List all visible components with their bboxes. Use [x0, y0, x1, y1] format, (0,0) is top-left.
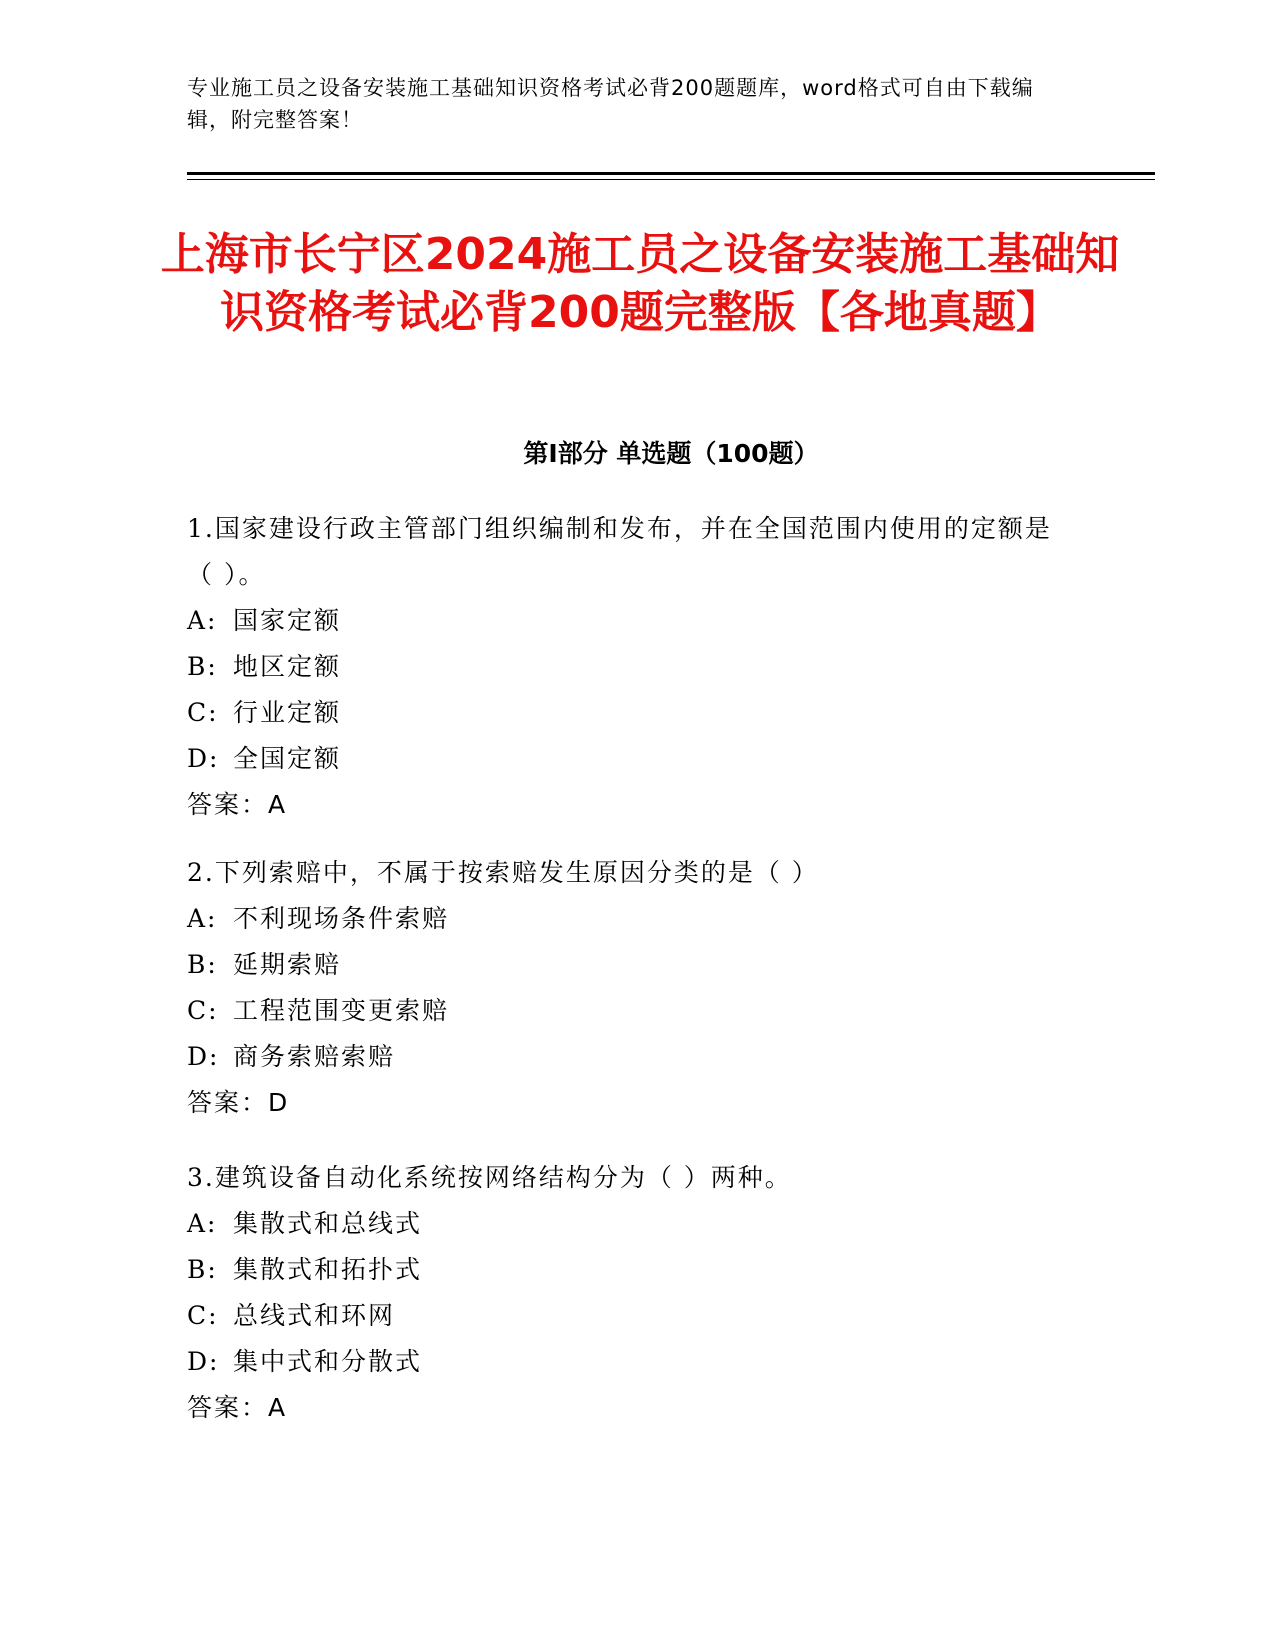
option-key: C:: [187, 698, 219, 727]
option-key: A:: [187, 606, 218, 635]
option-text: 行业定额: [233, 698, 342, 727]
question-stem: 2.下列索赔中，不属于按索赔发生原因分类的是（ ）: [187, 858, 819, 887]
option-d: [187, 736, 1067, 782]
option-text: 商务索赔索赔: [233, 1042, 396, 1071]
option-key: B:: [187, 950, 218, 979]
option-c: [187, 1293, 1067, 1339]
question-stem: 3.建筑设备自动化系统按网络结构分为（ ）两种。: [187, 1163, 792, 1192]
option-key: C:: [187, 996, 219, 1025]
question-3: [187, 1155, 1067, 1431]
option-key: A:: [187, 904, 218, 933]
option-a: [187, 896, 1067, 942]
option-d: [187, 1034, 1067, 1080]
option-key: D:: [187, 744, 220, 773]
answer: 答案：A: [187, 1393, 288, 1422]
question-stem: 1.国家建设行政主管部门组织编制和发布，并在全国范围内使用的定额是（ ）。: [187, 514, 1052, 589]
header-note: 专业施工员之设备安装施工基础知识资格考试必背200题题库，word格式可自由下载编辑，附完整答案！: [187, 76, 1034, 132]
option-text: 国家定额: [233, 606, 342, 635]
option-c: [187, 988, 1067, 1034]
option-d: [187, 1339, 1067, 1385]
option-key: D:: [187, 1042, 220, 1071]
option-c: [187, 690, 1067, 736]
option-text: 不利现场条件索赔: [233, 904, 450, 933]
option-text: 总线式和环网: [233, 1301, 396, 1330]
option-key: B:: [187, 1255, 218, 1284]
option-text: 工程范围变更索赔: [233, 996, 450, 1025]
question-1: [187, 506, 1067, 828]
section-heading: 第I部分 单选题（100题）: [523, 439, 819, 468]
option-key: A:: [187, 1209, 218, 1238]
option-a: [187, 598, 1067, 644]
option-b: [187, 644, 1067, 690]
option-text: 集散式和总线式: [233, 1209, 423, 1238]
answer: 答案：A: [187, 790, 288, 819]
option-a: [187, 1201, 1067, 1247]
option-text: 集散式和拓扑式: [233, 1255, 423, 1284]
option-b: [187, 1247, 1067, 1293]
option-text: 地区定额: [233, 652, 342, 681]
option-text: 集中式和分散式: [233, 1347, 423, 1376]
option-key: B:: [187, 652, 218, 681]
option-text: 全国定额: [233, 744, 342, 773]
header-divider: [187, 172, 1155, 175]
header-divider-thin: [187, 179, 1155, 180]
document-title: 上海市长宁区2024施工员之设备安装施工基础知识资格考试必背200题完整版【各地真题】: [160, 229, 1120, 338]
answer: 答案：D: [187, 1088, 290, 1117]
option-text: 延期索赔: [233, 950, 342, 979]
question-2: [187, 850, 1067, 1126]
option-key: D:: [187, 1347, 220, 1376]
option-key: C:: [187, 1301, 219, 1330]
option-b: [187, 942, 1067, 988]
